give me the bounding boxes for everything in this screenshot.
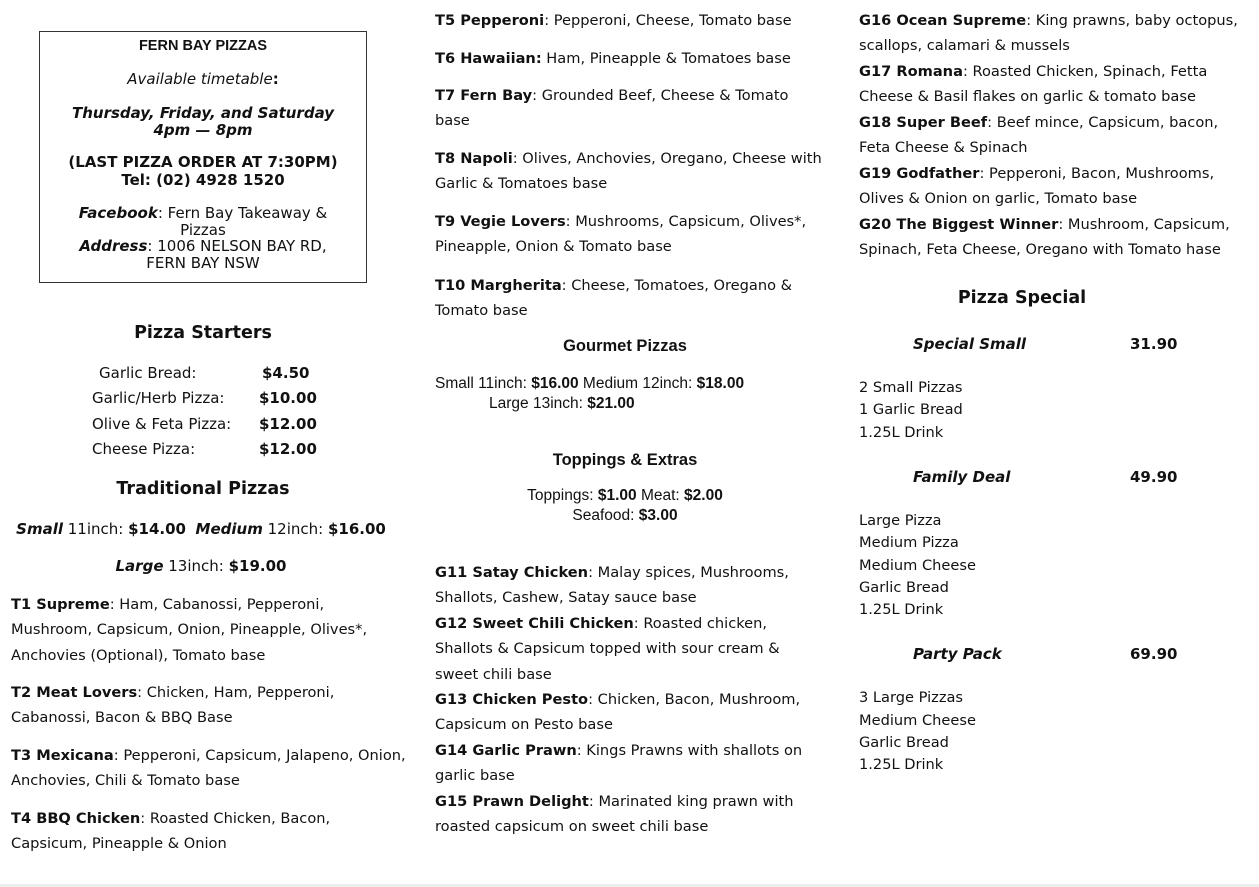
menu-item-t1: T1 Supreme: Ham, Cabanossi, Pepperoni, Mushroom, Capsicum, Onion, Pineapple, Olives*, Anchovies (Optional), Tomato base [11, 596, 368, 664]
timetable-label: Available timetable: [127, 70, 279, 88]
deal-name-special-small: Special Small [913, 335, 1027, 353]
deal-line: Medium Pizza [859, 534, 959, 551]
deal-line: 1.25L Drink [859, 756, 944, 773]
menu-item-t7: T7 Fern Bay: Grounded Beef, Cheese & Tomato base [435, 87, 789, 130]
menu-item-t6: T6 Hawaiian: Ham, Pineapple & Tomatoes base [435, 50, 791, 67]
deal-line: 1.25L Drink [859, 601, 944, 618]
menu-item-g19: G19 Godfather: Pepperoni, Bacon, Mushrooms, Olives & Onion on garlic, Tomato base [859, 165, 1215, 208]
menu-item-t5: T5 Pepperoni: Pepperoni, Cheese, Tomato base [435, 12, 792, 29]
deal-name-party-pack: Party Pack [913, 645, 1002, 663]
deal-price-special-small: 31.90 [1130, 335, 1178, 353]
opening-hours: 4pm — 8pm [153, 121, 253, 139]
deal-line: Large Pizza [859, 512, 942, 529]
gourmet-small-medium-prices: Small 11inch: $16.00 Medium 12inch: $18.00 [435, 375, 745, 392]
menu-item-t4: T4 BBQ Chicken: Roasted Chicken, Bacon, Capsicum, Pineapple & Onion [11, 810, 331, 853]
starter-name: Garlic/Herb Pizza: [92, 389, 225, 407]
deal-line: Garlic Bread [859, 734, 949, 751]
starter-price: $12.00 [259, 440, 317, 458]
address-line-2: FERN BAY NSW [146, 254, 260, 272]
toppings-heading: Toppings & Extras [552, 451, 698, 469]
traditional-small-medium-prices: Small 11inch: $14.00 Medium 12inch: $16.00 [16, 520, 386, 538]
starter-price: $4.50 [262, 364, 310, 382]
starters-heading: Pizza Starters [134, 323, 272, 343]
menu-item-g20: G20 The Biggest Winner: Mushroom, Capsicum, Spinach, Feta Cheese, Oregano with Tomato hase [859, 216, 1230, 259]
deal-price-party-pack: 69.90 [1130, 645, 1178, 663]
menu-item-g15: G15 Prawn Delight: Marinated king prawn with roasted capsicum on sweet chili base [435, 793, 794, 836]
deal-line: 3 Large Pizzas [859, 689, 964, 706]
menu-item-g14: G14 Garlic Prawn: Kings Prawns with shallots on garlic base [435, 742, 803, 785]
toppings-prices: Toppings: $1.00 Meat: $2.00 [527, 487, 723, 504]
special-heading: Pizza Special [957, 288, 1087, 308]
facebook-line: Facebook: Fern Bay Takeaway & [78, 204, 328, 222]
gourmet-heading: Gourmet Pizzas [563, 337, 687, 355]
starter-price: $10.00 [259, 389, 317, 407]
address-line: Address: 1006 NELSON BAY RD, [79, 237, 327, 255]
deal-line: Medium Cheese [859, 712, 976, 729]
starter-name: Olive & Feta Pizza: [92, 415, 232, 433]
traditional-large-price: Large 13inch: $19.00 [115, 557, 287, 575]
deal-line: 1.25L Drink [859, 424, 944, 441]
menu-item-g18: G18 Super Beef: Beef mince, Capsicum, bacon, Feta Cheese & Spinach [859, 114, 1219, 157]
opening-days: Thursday, Friday, and Saturday [71, 104, 335, 122]
deal-line: Garlic Bread [859, 579, 949, 596]
deal-line: 2 Small Pizzas [859, 379, 963, 396]
gourmet-large-price: Large 13inch: $21.00 [489, 395, 635, 412]
deal-price-family-deal: 49.90 [1130, 468, 1178, 486]
starter-name: Garlic Bread: [99, 364, 197, 382]
restaurant-name: FERN BAY PIZZAS [138, 38, 268, 54]
menu-item-t9: T9 Vegie Lovers: Mushrooms, Capsicum, Olives*, Pineapple, Onion & Tomato base [435, 213, 807, 256]
facebook-line-2: Pizzas [180, 221, 226, 239]
deal-name-family-deal: Family Deal [913, 468, 1011, 486]
menu-item-g11: G11 Satay Chicken: Malay spices, Mushrooms, Shallots, Cashew, Satay sauce base [435, 564, 789, 607]
last-order-notice: (LAST PIZZA ORDER AT 7:30PM) [68, 153, 338, 171]
menu-item-t2: T2 Meat Lovers: Chicken, Ham, Pepperoni, Cabanossi, Bacon & BBQ Base [11, 684, 335, 727]
menu-item-t8: T8 Napoli: Olives, Anchovies, Oregano, Cheese with Garlic & Tomatoes base [435, 150, 822, 193]
menu-item-t3: T3 Mexicana: Pepperoni, Capsicum, Jalapeno, Onion, Anchovies, Chili & Tomato base [11, 747, 406, 790]
traditional-heading: Traditional Pizzas [116, 479, 290, 499]
menu-item-g13: G13 Chicken Pesto: Chicken, Bacon, Mushroom, Capsicum on Pesto base [435, 691, 801, 734]
menu-item-g17: G17 Romana: Roasted Chicken, Spinach, Fetta Cheese & Basil flakes on garlic & tomato base [859, 63, 1208, 106]
starter-price: $12.00 [259, 415, 317, 433]
deal-line: Medium Cheese [859, 557, 976, 574]
telephone: Tel: (02) 4928 1520 [121, 171, 285, 189]
menu-item-g12: G12 Sweet Chili Chicken: Roasted chicken, Shallots & Capsicum topped with sour cream & sweet chili base [435, 615, 780, 683]
menu-item-t10: T10 Margherita: Cheese, Tomatoes, Oregano & Tomato base [435, 277, 793, 320]
deal-line: 1 Garlic Bread [859, 401, 963, 418]
starter-name: Cheese Pizza: [92, 440, 196, 458]
seafood-price: Seafood: $3.00 [572, 507, 678, 524]
menu-item-g16: G16 Ocean Supreme: King prawns, baby octopus, scallops, calamari & mussels [859, 12, 1238, 55]
